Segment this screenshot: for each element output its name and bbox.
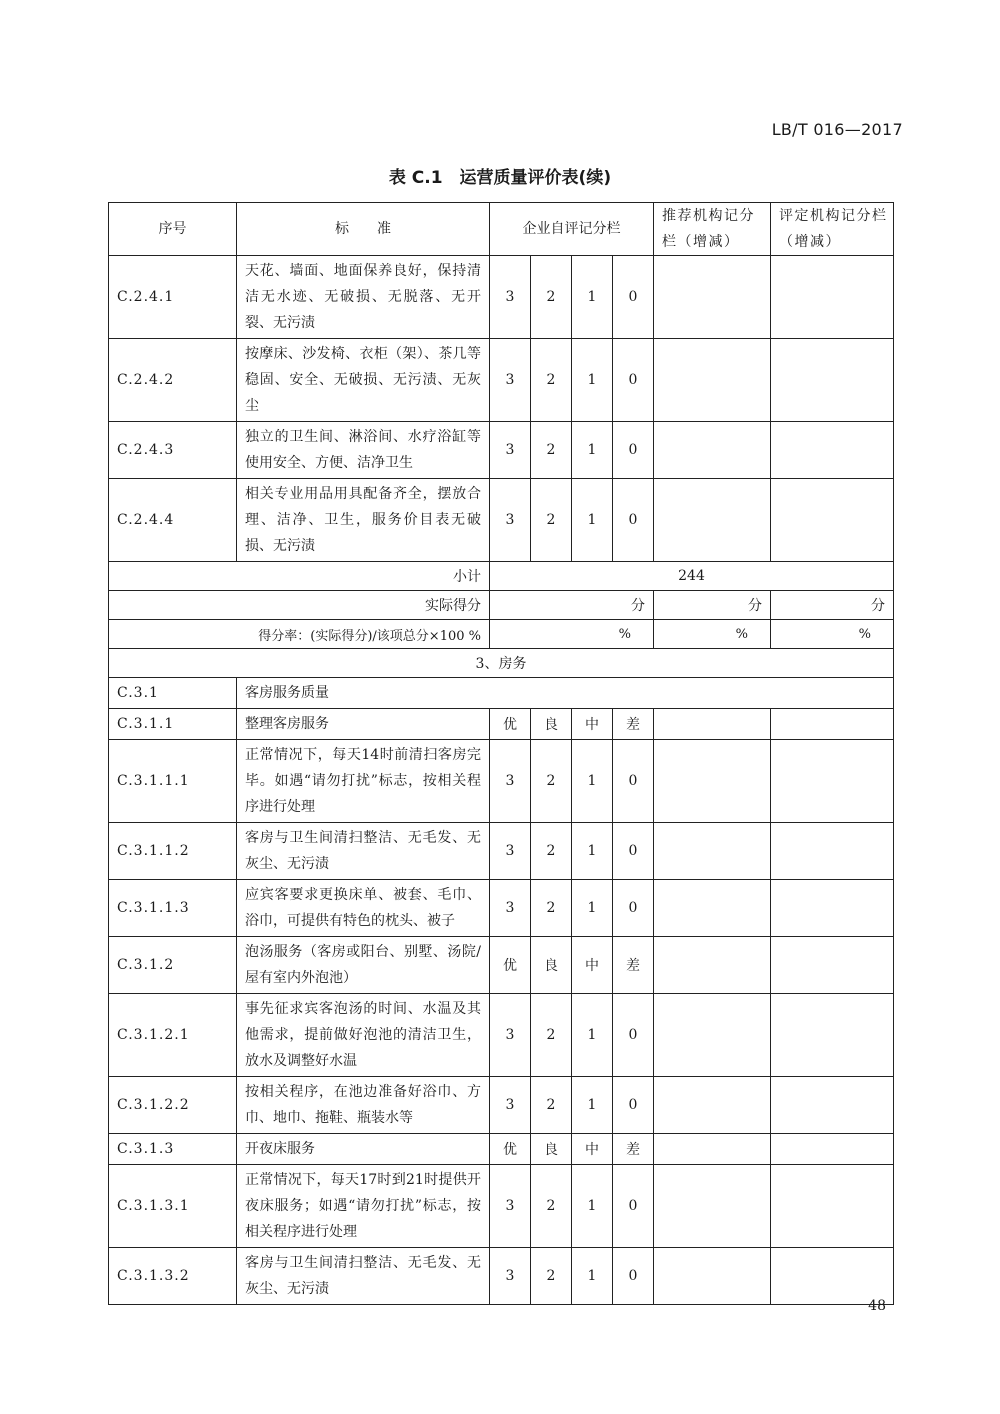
page-number: 48 — [868, 1298, 886, 1314]
score-option: 3 — [490, 994, 531, 1077]
table-row — [109, 823, 894, 880]
item-standard: 客房与卫生间清扫整洁、无毛发、无灰尘、无污渍 — [237, 1248, 490, 1305]
subtotal-label: 小计 — [109, 562, 490, 591]
score-option: 3 — [490, 479, 531, 562]
table-row — [109, 880, 894, 937]
item-id: C.3.1.1.1 — [109, 740, 237, 823]
grade-option: 优 — [490, 1134, 531, 1165]
score-rate-label: 得分率：(实际得分)/该项总分×100 % — [109, 620, 490, 649]
item-id: C.3.1.1.3 — [109, 880, 237, 937]
assess-score-cell — [771, 1077, 894, 1134]
item-id: C.3.1.1.2 — [109, 823, 237, 880]
score-option: 1 — [572, 880, 613, 937]
subsection-row — [109, 678, 894, 709]
grade-option: 良 — [531, 709, 572, 740]
score-rate-self: % — [490, 620, 654, 649]
item-standard: 独立的卫生间、淋浴间、水疗浴缸等使用安全、方便、洁净卫生 — [237, 422, 490, 479]
recommend-score-cell — [654, 1248, 771, 1305]
score-option: 0 — [613, 422, 654, 479]
score-option: 1 — [572, 823, 613, 880]
table-row — [109, 937, 894, 994]
item-standard: 天花、墙面、地面保养良好，保持清洁无水迹、无破损、无脱落、无开裂、无污渍 — [237, 256, 490, 339]
assess-score-cell — [771, 479, 894, 562]
table-row — [109, 1165, 894, 1248]
score-option: 1 — [572, 479, 613, 562]
recommend-score-cell — [654, 994, 771, 1077]
score-option: 2 — [531, 422, 572, 479]
assess-score-cell — [771, 880, 894, 937]
score-option: 0 — [613, 256, 654, 339]
table-row — [109, 709, 894, 740]
evaluation-table — [108, 202, 894, 1305]
table-title: 表 C.1 运营质量评价表(续) — [388, 168, 612, 188]
item-standard: 按相关程序，在池边准备好浴巾、方巾、地巾、拖鞋、瓶装水等 — [237, 1077, 490, 1134]
score-option: 0 — [613, 1165, 654, 1248]
grade-option: 优 — [490, 937, 531, 994]
score-option: 1 — [572, 339, 613, 422]
subtotal-row — [109, 562, 894, 591]
assess-score-cell — [771, 994, 894, 1077]
assess-score-cell — [771, 740, 894, 823]
score-rate-row — [109, 620, 894, 649]
score-option: 1 — [572, 422, 613, 479]
actual-score-self: 分 — [490, 591, 654, 620]
subsection-id: C.3.1 — [109, 678, 237, 709]
recommend-score-cell — [654, 422, 771, 479]
item-id: C.2.4.4 — [109, 479, 237, 562]
item-id: C.3.1.3.2 — [109, 1248, 237, 1305]
header-self-eval: 企业自评记分栏 — [490, 203, 654, 256]
item-standard: 客房与卫生间清扫整洁、无毛发、无灰尘、无污渍 — [237, 823, 490, 880]
score-option: 0 — [613, 339, 654, 422]
recommend-score-cell — [654, 937, 771, 994]
score-option: 2 — [531, 479, 572, 562]
item-standard: 泡汤服务（客房或阳台、别墅、汤院/屋有室内外泡池） — [237, 937, 490, 994]
score-option: 3 — [490, 1248, 531, 1305]
table-row — [109, 1134, 894, 1165]
item-standard: 开夜床服务 — [237, 1134, 490, 1165]
item-id: C.3.1.3 — [109, 1134, 237, 1165]
score-rate-assess: % — [771, 620, 894, 649]
grade-option: 良 — [531, 937, 572, 994]
assess-score-cell — [771, 422, 894, 479]
score-option: 0 — [613, 994, 654, 1077]
score-option: 1 — [572, 1165, 613, 1248]
score-option: 3 — [490, 880, 531, 937]
grade-option: 良 — [531, 1134, 572, 1165]
recommend-score-cell — [654, 709, 771, 740]
assess-score-cell — [771, 256, 894, 339]
grade-option: 差 — [613, 1134, 654, 1165]
score-option: 2 — [531, 339, 572, 422]
recommend-score-cell — [654, 256, 771, 339]
item-standard: 事先征求宾客泡汤的时间、水温及其他需求，提前做好泡池的清洁卫生，放水及调整好水温 — [237, 994, 490, 1077]
header-standard: 标 准 — [237, 203, 490, 256]
item-standard: 整理客房服务 — [237, 709, 490, 740]
score-option: 2 — [531, 823, 572, 880]
assess-score-cell — [771, 1165, 894, 1248]
subtotal-value: 244 — [490, 562, 894, 591]
score-option: 3 — [490, 823, 531, 880]
score-option: 2 — [531, 1077, 572, 1134]
recommend-score-cell — [654, 823, 771, 880]
grade-option: 优 — [490, 709, 531, 740]
header-recommend: 推荐机构记分栏（增减） — [654, 203, 771, 256]
recommend-score-cell — [654, 740, 771, 823]
score-option: 1 — [572, 740, 613, 823]
score-option: 3 — [490, 740, 531, 823]
score-option: 0 — [613, 740, 654, 823]
grade-option: 中 — [572, 709, 613, 740]
item-id: C.3.1.2.1 — [109, 994, 237, 1077]
table-row — [109, 1077, 894, 1134]
item-id: C.3.1.2 — [109, 937, 237, 994]
header-assess: 评定机构记分栏（增减） — [771, 203, 894, 256]
score-option: 3 — [490, 256, 531, 339]
item-id: C.3.1.2.2 — [109, 1077, 237, 1134]
actual-score-label: 实际得分 — [109, 591, 490, 620]
score-option: 0 — [613, 823, 654, 880]
score-option: 0 — [613, 880, 654, 937]
assess-score-cell — [771, 1248, 894, 1305]
score-option: 0 — [613, 479, 654, 562]
item-standard: 相关专业用品用具配备齐全，摆放合理、洁净、卫生，服务价目表无破损、无污渍 — [237, 479, 490, 562]
recommend-score-cell — [654, 880, 771, 937]
assess-score-cell — [771, 709, 894, 740]
grade-option: 差 — [613, 709, 654, 740]
grade-option: 差 — [613, 937, 654, 994]
item-id: C.2.4.3 — [109, 422, 237, 479]
table-row — [109, 740, 894, 823]
item-id: C.3.1.3.1 — [109, 1165, 237, 1248]
item-standard: 正常情况下，每天17时到21时提供开夜床服务；如遇“请勿打扰”标志，按相关程序进行处理 — [237, 1165, 490, 1248]
assess-score-cell — [771, 823, 894, 880]
score-option: 2 — [531, 1248, 572, 1305]
score-option: 3 — [490, 1077, 531, 1134]
header-id: 序号 — [109, 203, 237, 256]
score-option: 3 — [490, 422, 531, 479]
score-rate-recommend: % — [654, 620, 771, 649]
grade-option: 中 — [572, 937, 613, 994]
table-row — [109, 422, 894, 479]
score-option: 1 — [572, 1248, 613, 1305]
score-option: 2 — [531, 880, 572, 937]
assess-score-cell — [771, 339, 894, 422]
document-standard-id: LB/T 016—2017 — [771, 120, 903, 139]
recommend-score-cell — [654, 479, 771, 562]
score-option: 3 — [490, 339, 531, 422]
recommend-score-cell — [654, 1134, 771, 1165]
section-title: 3、房务 — [109, 649, 894, 678]
recommend-score-cell — [654, 1165, 771, 1248]
score-option: 3 — [490, 1165, 531, 1248]
score-option: 2 — [531, 740, 572, 823]
score-option: 1 — [572, 256, 613, 339]
actual-score-recommend: 分 — [654, 591, 771, 620]
table-header-row — [109, 203, 894, 256]
item-standard: 应宾客要求更换床单、被套、毛巾、浴巾，可提供有特色的枕头、被子 — [237, 880, 490, 937]
table-row — [109, 339, 894, 422]
assess-score-cell — [771, 937, 894, 994]
table-row — [109, 1248, 894, 1305]
recommend-score-cell — [654, 339, 771, 422]
score-option: 1 — [572, 1077, 613, 1134]
score-option: 0 — [613, 1077, 654, 1134]
item-standard: 按摩床、沙发椅、衣柜（架）、茶几等稳固、安全、无破损、无污渍、无灰尘 — [237, 339, 490, 422]
score-option: 2 — [531, 994, 572, 1077]
table-row — [109, 256, 894, 339]
subsection-text: 客房服务质量 — [237, 678, 894, 709]
grade-option: 中 — [572, 1134, 613, 1165]
section-row — [109, 649, 894, 678]
assess-score-cell — [771, 1134, 894, 1165]
item-id: C.2.4.2 — [109, 339, 237, 422]
score-option: 0 — [613, 1248, 654, 1305]
item-standard: 正常情况下，每天14时前清扫客房完毕。如遇“请勿打扰”标志，按相关程序进行处理 — [237, 740, 490, 823]
item-id: C.3.1.1 — [109, 709, 237, 740]
item-id: C.2.4.1 — [109, 256, 237, 339]
actual-score-assess: 分 — [771, 591, 894, 620]
table-row — [109, 994, 894, 1077]
score-option: 1 — [572, 994, 613, 1077]
score-option: 2 — [531, 1165, 572, 1248]
actual-score-row — [109, 591, 894, 620]
score-option: 2 — [531, 256, 572, 339]
recommend-score-cell — [654, 1077, 771, 1134]
table-row — [109, 479, 894, 562]
